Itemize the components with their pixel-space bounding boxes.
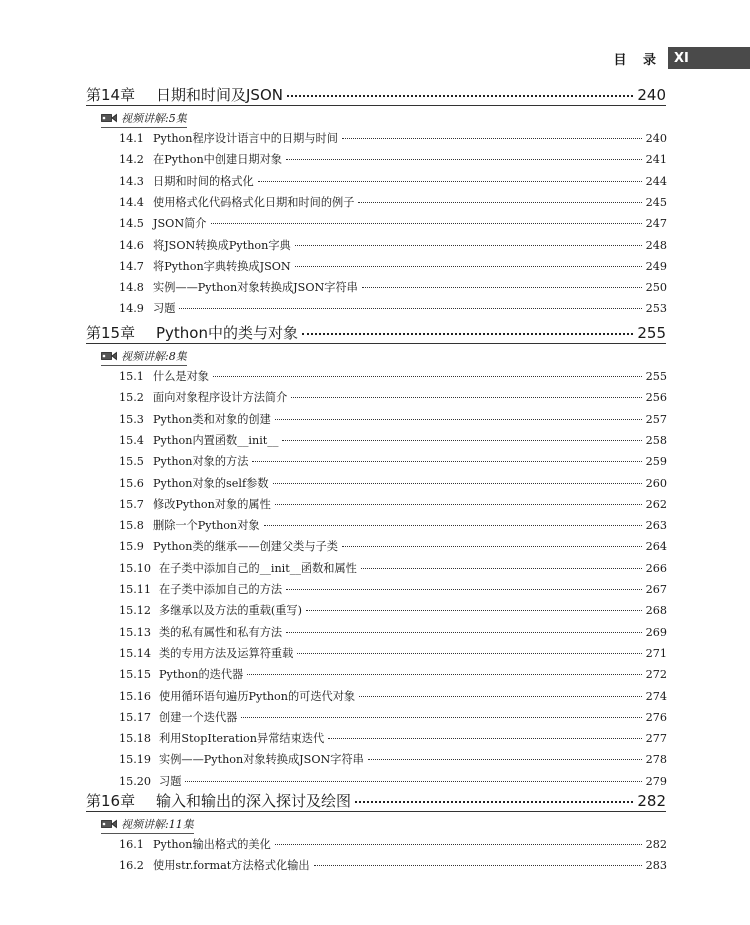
video-camera-icon (101, 113, 117, 123)
section-title: Python程序设计语言中的日期与时间 (153, 132, 338, 145)
section-entry (119, 538, 667, 554)
dot-leader (342, 546, 642, 547)
dot-leader (241, 717, 641, 718)
dot-leader (185, 781, 641, 782)
section-entry (119, 368, 667, 384)
video-lecture-tag (101, 348, 187, 366)
section-page: 277 (645, 732, 667, 746)
section-page: 283 (645, 859, 667, 873)
video-camera-icon (101, 351, 117, 361)
section-entry (119, 624, 667, 640)
section-number: 15.10 (119, 561, 152, 575)
section-page: 264 (645, 540, 667, 554)
dot-leader (258, 181, 642, 182)
section-entry (119, 173, 667, 189)
section-title: 在子类中添加自己的__init__函数和属性 (159, 561, 357, 575)
dot-leader (247, 674, 641, 675)
section-number: 15.16 (119, 689, 152, 703)
section-page: 257 (645, 412, 667, 426)
section-number: 15.9 (119, 540, 144, 554)
section-page: 253 (645, 302, 667, 316)
chapter-entry (86, 790, 666, 811)
running-header-page-number: XI (668, 47, 750, 69)
section-title: 实例——Python对象转换成JSON字符串 (153, 281, 358, 295)
section-title: 将JSON转换成Python字典 (153, 238, 291, 252)
section-entry (119, 215, 667, 231)
section-title: Python对象的self参数 (153, 476, 269, 490)
section-title: 使用格式化代码格式化日期和时间的例子 (153, 195, 355, 209)
dot-leader (359, 696, 642, 697)
section-number: 14.6 (119, 238, 144, 252)
section-number: 15.12 (119, 604, 152, 618)
section-page: 267 (645, 583, 667, 596)
chapter-rule (86, 343, 666, 344)
section-number: 15.2 (119, 391, 144, 405)
section-entry (119, 411, 667, 427)
chapter-number: 第14章 (86, 86, 136, 104)
section-page: 276 (645, 710, 667, 724)
section-entry (119, 279, 667, 295)
section-entry (119, 836, 667, 852)
section-entry (119, 237, 667, 253)
section-entry (119, 581, 667, 597)
video-lecture-tag (101, 110, 187, 128)
section-title: 在子类中添加自己的方法 (159, 583, 283, 596)
section-number: 14.1 (119, 132, 144, 145)
section-entry (119, 130, 667, 146)
dot-leader (295, 245, 642, 246)
section-number: 15.7 (119, 497, 144, 511)
section-page: 250 (645, 281, 667, 295)
section-number: 15.3 (119, 412, 144, 426)
dot-leader (297, 653, 641, 654)
section-title: 利用StopIteration异常结束迭代 (159, 732, 325, 746)
section-entry (119, 389, 667, 405)
section-page: 248 (645, 238, 667, 252)
dot-leader (179, 308, 641, 309)
chapter-page: 240 (637, 86, 666, 104)
section-entry (119, 258, 667, 274)
dot-leader (291, 397, 641, 398)
section-title: 修改Python对象的属性 (153, 497, 271, 511)
section-page: 282 (645, 838, 667, 851)
dot-leader (286, 159, 642, 160)
section-number: 14.3 (119, 174, 144, 188)
section-page: 247 (645, 217, 667, 231)
video-lecture-label: 视频讲解:11集 (121, 818, 194, 831)
section-number: 15.6 (119, 476, 144, 490)
section-number: 14.9 (119, 302, 144, 316)
chapter-number: 第15章 (86, 324, 136, 342)
section-number: 14.7 (119, 259, 144, 273)
section-title: 删除一个Python对象 (153, 519, 260, 533)
section-title: 类的专用方法及运算符重载 (159, 646, 294, 660)
dot-leader (361, 568, 642, 569)
section-page: 272 (645, 668, 667, 682)
section-number: 15.4 (119, 433, 144, 447)
chapter-title: Python中的类与对象 (156, 324, 298, 342)
section-page: 263 (645, 519, 667, 533)
dot-leader (273, 483, 642, 484)
dot-leader (264, 525, 642, 526)
dot-leader (362, 287, 642, 288)
dot-leader (275, 504, 642, 505)
section-page: 244 (645, 174, 667, 188)
section-number: 14.2 (119, 153, 144, 167)
section-entry (119, 709, 667, 725)
section-number: 15.13 (119, 625, 152, 639)
section-page: 262 (645, 497, 667, 511)
section-title: Python类的继承——创建父类与子类 (153, 540, 338, 554)
dot-leader (282, 440, 641, 441)
section-page: 249 (645, 259, 667, 273)
chapter-title: 输入和输出的深入探讨及绘图 (156, 792, 352, 810)
section-page: 266 (645, 561, 667, 575)
dot-leader (368, 759, 642, 760)
chapter-page: 255 (637, 324, 666, 342)
section-page: 240 (645, 132, 667, 145)
video-camera-icon (101, 819, 117, 829)
dot-leader (302, 333, 633, 335)
chapter-number: 第16章 (86, 792, 136, 810)
section-title: 类的私有属性和私有方法 (159, 625, 283, 639)
section-title: 将Python字典转换成JSON (153, 259, 291, 273)
dot-leader (275, 844, 642, 845)
section-entry (119, 560, 667, 576)
section-entry (119, 475, 667, 491)
section-title: 使用str.format方法格式化输出 (153, 859, 310, 873)
section-title: 创建一个迭代器 (159, 710, 238, 724)
section-number: 15.18 (119, 732, 152, 746)
section-number: 14.8 (119, 281, 144, 295)
dot-leader (287, 95, 633, 97)
section-number: 15.1 (119, 370, 144, 383)
section-title: 日期和时间的格式化 (153, 174, 254, 188)
dot-leader (286, 632, 642, 633)
section-title: 习题 (159, 774, 182, 788)
chapter-rule (86, 811, 666, 812)
section-title: Python输出格式的美化 (153, 838, 271, 851)
section-title: JSON简介 (153, 217, 207, 231)
section-page: 256 (645, 391, 667, 405)
dot-leader (295, 266, 642, 267)
running-header (613, 47, 750, 69)
section-page: 259 (645, 455, 667, 469)
section-title: Python的迭代器 (159, 668, 244, 682)
section-number: 15.17 (119, 710, 152, 724)
section-title: Python对象的方法 (153, 455, 249, 469)
section-title: 多继承以及方法的重载(重写) (159, 604, 302, 618)
section-entry (119, 688, 667, 704)
video-lecture-label: 视频讲解:5集 (121, 112, 187, 125)
section-page: 279 (645, 774, 667, 788)
section-title: Python类和对象的创建 (153, 412, 271, 426)
section-number: 15.5 (119, 455, 144, 469)
section-number: 15.8 (119, 519, 144, 533)
section-entry (119, 602, 667, 618)
section-number: 15.20 (119, 774, 152, 788)
chapter-title: 日期和时间及JSON (156, 86, 283, 104)
dot-leader (342, 138, 642, 139)
chapter-rule (86, 105, 666, 106)
section-title: 在Python中创建日期对象 (153, 153, 282, 167)
section-title: 习题 (153, 302, 176, 316)
chapter-entry (86, 322, 666, 343)
section-page: 274 (645, 689, 667, 703)
section-title: 面向对象程序设计方法简介 (153, 391, 288, 405)
section-entry (119, 666, 667, 682)
chapter-entry (86, 84, 666, 105)
section-number: 14.5 (119, 217, 144, 231)
section-number: 16.1 (119, 838, 144, 851)
section-entry (119, 730, 667, 746)
section-number: 15.19 (119, 753, 152, 767)
section-entry (119, 857, 667, 873)
section-page: 271 (645, 646, 667, 660)
video-lecture-tag (101, 816, 194, 834)
section-page: 278 (645, 753, 667, 767)
section-entry (119, 773, 667, 789)
video-lecture-label: 视频讲解:8集 (121, 350, 187, 363)
section-title: Python内置函数__init__ (153, 433, 279, 447)
dot-leader (358, 202, 641, 203)
section-entry (119, 151, 667, 167)
section-number: 14.4 (119, 195, 144, 209)
dot-leader (314, 865, 642, 866)
dot-leader (211, 223, 642, 224)
section-page: 241 (645, 153, 667, 167)
dot-leader (355, 801, 633, 803)
chapter-page: 282 (637, 792, 666, 810)
dot-leader (275, 419, 642, 420)
section-page: 245 (645, 195, 667, 209)
section-entry (119, 300, 667, 316)
section-title: 实例——Python对象转换成JSON字符串 (159, 753, 364, 767)
dot-leader (328, 738, 642, 739)
section-page: 268 (645, 604, 667, 618)
section-title: 什么是对象 (153, 370, 209, 383)
section-entry (119, 453, 667, 469)
dot-leader (252, 461, 641, 462)
section-page: 255 (645, 370, 667, 383)
section-entry (119, 751, 667, 767)
section-number: 15.11 (119, 583, 152, 596)
section-number: 16.2 (119, 859, 144, 873)
section-page: 260 (645, 476, 667, 490)
section-page: 258 (645, 433, 667, 447)
dot-leader (286, 589, 642, 590)
section-entry (119, 432, 667, 448)
section-number: 15.14 (119, 646, 152, 660)
dot-leader (213, 376, 642, 377)
section-entry (119, 194, 667, 210)
section-entry (119, 517, 667, 533)
section-title: 使用循环语句遍历Python的可迭代对象 (159, 689, 356, 703)
dot-leader (306, 610, 642, 611)
section-page: 269 (645, 625, 667, 639)
section-entry (119, 496, 667, 512)
section-entry (119, 645, 667, 661)
section-number: 15.15 (119, 668, 152, 682)
running-header-title: 目 录 (613, 52, 662, 68)
